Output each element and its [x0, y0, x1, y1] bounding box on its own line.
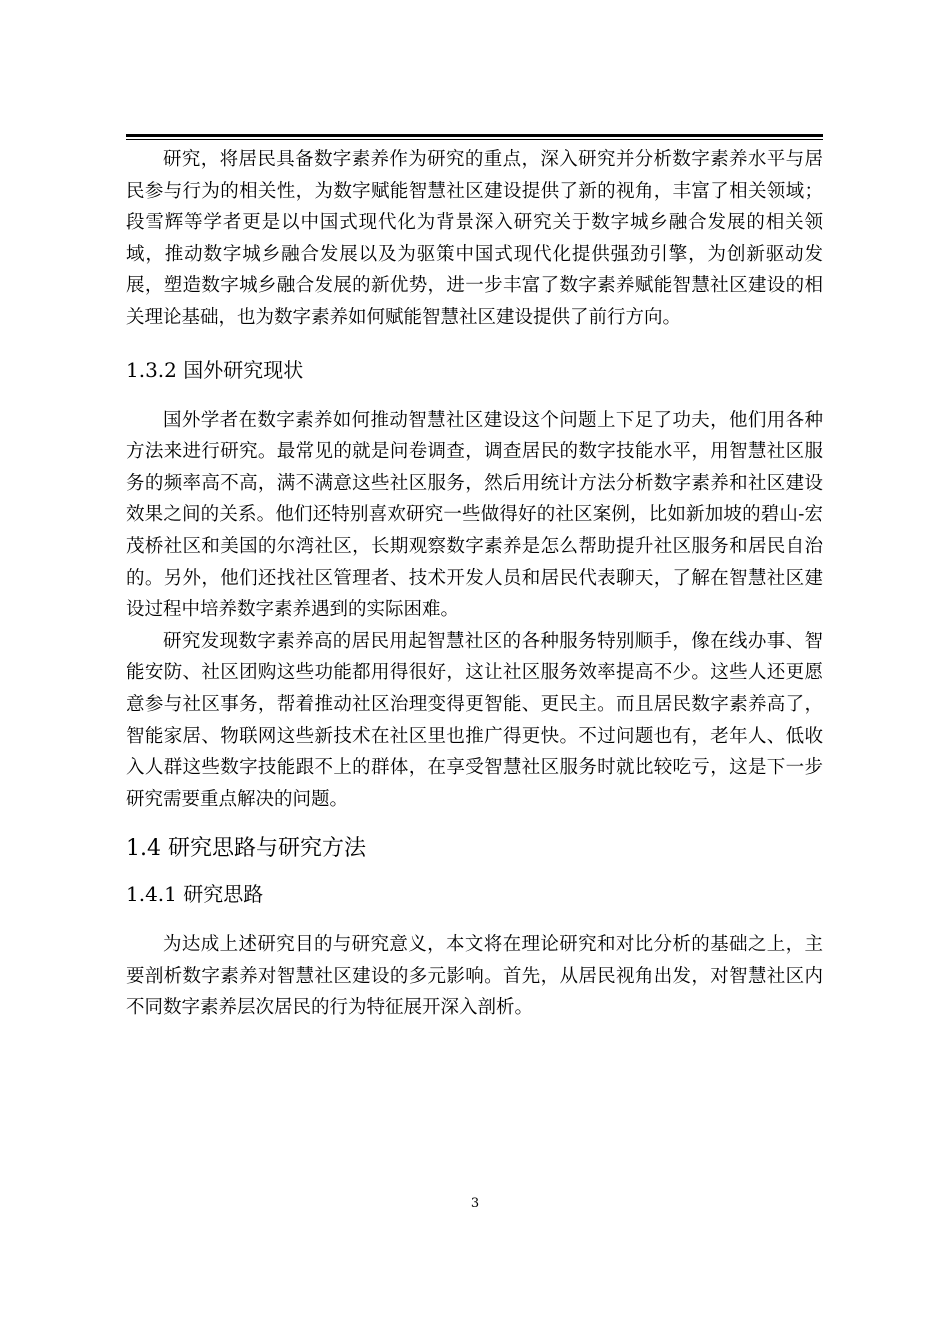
body-paragraph: 国外学者在数字素养如何推动智慧社区建设这个问题上下足了功夫，他们用各种方法来进行研究。最常见的就是问卷调查，调查居民的数字技能水平，用智慧社区服务的频率高不高，满不满意这些社区服务，然后用统计方法分析数字素养和社区建设效果之间的关系。他们还特别喜欢研究一些做得好的社区案例，比如新加坡的碧山-宏茂桥社区和美国的尔湾社区，长期观察数字素养是怎么帮助提升社区服务和居民自治的。另外，他们还找社区管理者、技术开发人员和居民代表聊天，了解在智慧社区建设过程中培养数字素养遇到的实际困难。	[126, 409, 823, 621]
page-body	[126, 142, 823, 1024]
page-number: 3	[470, 1196, 480, 1211]
header-rule-thin	[126, 139, 823, 140]
body-paragraph: 研究，将居民具备数字素养作为研究的重点，深入研究并分析数字素养水平与居民参与行为的相关性，为数字赋能智慧社区建设提供了新的视角，丰富了相关领域；段雪辉等学者更是以中国式现代化为背景深入研究关于数字城乡融合发展的相关领域，推动数字城乡融合发展以及为驱策中国式现代化提供强劲引擎，为创新驱动发展，塑造数字城乡融合发展的新优势，进一步丰富了数字素养赋能智慧社区建设的相关理论基础，也为数字素养如何赋能智慧社区建设提供了前行方向。	[126, 149, 823, 328]
section-heading-1-3-2: 1.3.2 国外研究现状	[126, 357, 304, 382]
body-paragraph: 为达成上述研究目的与研究意义，本文将在理论研究和对比分析的基础之上，主要剖析数字素养对智慧社区建设的多元影响。首先，从居民视角出发，对智慧社区内不同数字素养层次居民的行为特征展开深入剖析。	[126, 934, 823, 1019]
header-rule-thick	[126, 134, 823, 137]
section-heading-1-4: 1.4 研究思路与研究方法	[126, 836, 366, 862]
body-paragraph: 研究发现数字素养高的居民用起智慧社区的各种服务特别顺手，像在线办事、智能安防、社区团购这些功能都用得很好，这让社区服务效率提高不少。这些人还更愿意参与社区事务，帮着推动社区治理变得更智能、更民主。而且居民数字素养高了，智能家居、物联网这些新技术在社区里也推广得更快。不过问题也有，老年人、低收入人群这些数字技能跟不上的群体，在享受智慧社区服务时就比较吃亏，这是下一步研究需要重点解决的问题。	[126, 630, 823, 810]
section-heading-1-4-1: 1.4.1 研究思路	[126, 882, 264, 907]
